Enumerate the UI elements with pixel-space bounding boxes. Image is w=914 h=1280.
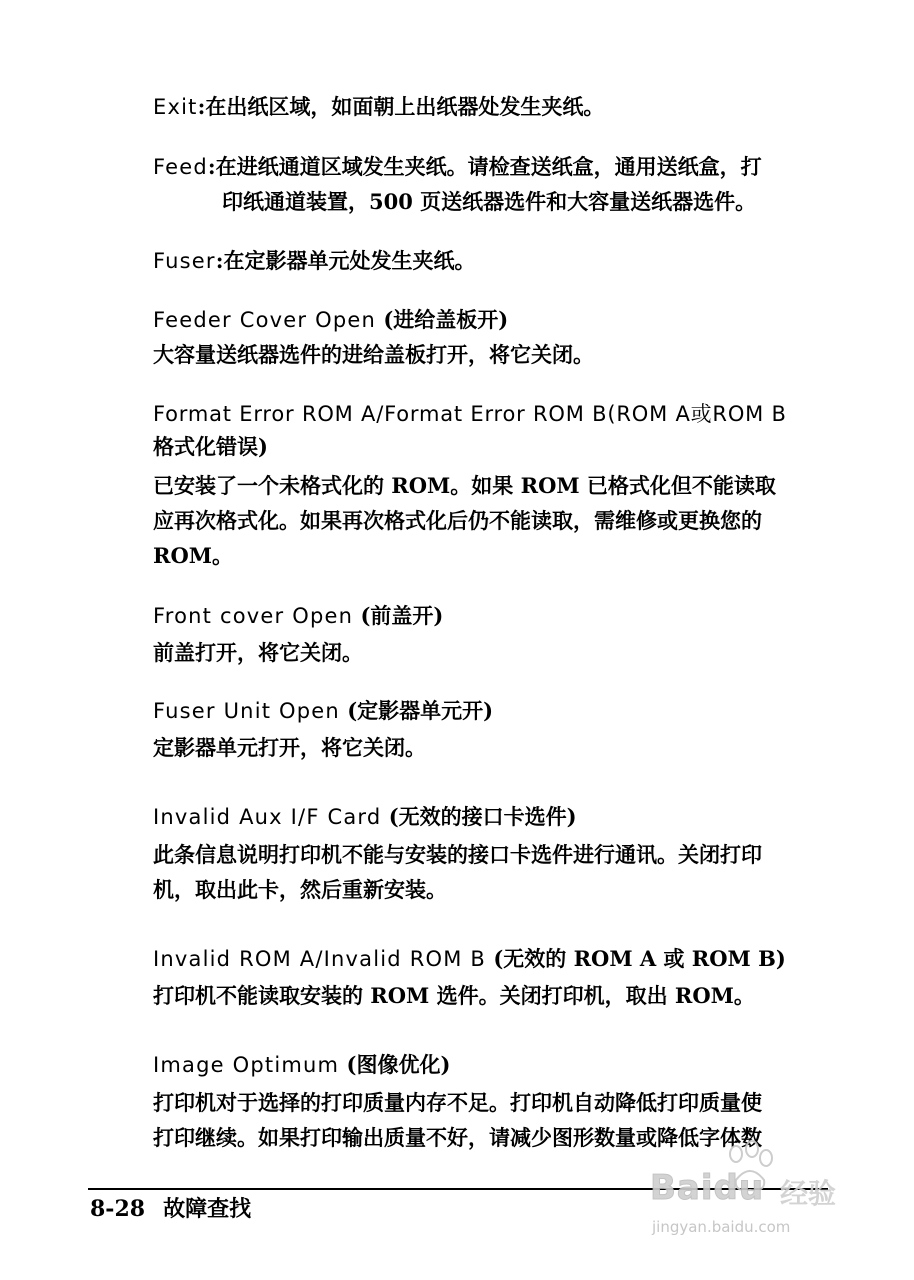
entry-text: 在出纸区域，如面朝上出纸器处发生夹纸。: [205, 94, 605, 119]
feeder-cover-desc: 大容量送纸器选件的进给盖板打开，将它关闭。: [153, 342, 594, 367]
title-zh: (进给盖板开): [383, 307, 509, 332]
format-error-desc-3: ROM。: [153, 543, 233, 568]
entry-feed-continued: 印纸通道装置，500 页送纸器选件和大容量送纸器选件。: [222, 189, 757, 214]
entry-label: Feed: [153, 155, 208, 179]
title-zh: (图像优化): [346, 1052, 451, 1077]
watermark-cn: 经验: [780, 1177, 837, 1210]
fuser-unit-desc: 定影器单元打开，将它关闭。: [153, 735, 426, 760]
watermark-url: jingyan.baidu.com: [652, 1218, 791, 1236]
entry-fuser: [153, 248, 476, 274]
title-zh: (无效的接口卡选件): [388, 804, 577, 829]
entry-label: Fuser: [153, 249, 216, 273]
invalid-rom-title: [153, 946, 786, 972]
baidu-watermark: [650, 1140, 870, 1250]
invalid-aux-desc-1: 此条信息说明打印机不能与安装的接口卡选件进行通讯。关闭打印: [153, 842, 762, 867]
entry-text: 在进纸通道区域发生夹纸。请检查送纸盒，通用送纸盒，打: [215, 154, 762, 179]
format-error-title-cont: 格式化错误): [153, 434, 268, 459]
invalid-aux-title: [153, 804, 577, 830]
entry-separator: :: [207, 154, 216, 179]
footer: [90, 1192, 251, 1223]
format-error-desc-2: 应再次格式化。如果再次格式化后仍不能读取，需维修或更换您的: [153, 508, 762, 533]
entry-label: Exit: [153, 95, 198, 119]
title-en: Fuser Unit Open: [153, 699, 340, 723]
feeder-cover-title: [153, 307, 508, 333]
title-en: Front cover Open: [153, 604, 354, 628]
entry-separator: :: [215, 248, 224, 273]
title-zh: (定影器单元开): [347, 698, 494, 723]
format-error-title: [153, 401, 787, 427]
title-en: Invalid ROM A/Invalid ROM B: [153, 947, 487, 971]
title-en: Image Optimum: [153, 1053, 340, 1077]
invalid-aux-desc-2: 机，取出此卡，然后重新安装。: [153, 877, 447, 902]
front-cover-title: [153, 603, 443, 629]
title-en: Invalid Aux I/F Card: [153, 805, 382, 829]
page-number: 8-28: [90, 1196, 146, 1222]
image-optimum-desc-1: 打印机对于选择的打印质量内存不足。打印机自动降低打印质量使: [153, 1090, 762, 1115]
entry-separator: :: [197, 94, 206, 119]
invalid-rom-desc: 打印机不能读取安装的 ROM 选件。关闭打印机，取出 ROM。: [153, 983, 755, 1008]
section-title: 故障查找: [163, 1196, 252, 1222]
title-en: Format Error ROM A/Format Error ROM B(ROM A或ROM B: [153, 402, 787, 426]
image-optimum-title: [153, 1052, 450, 1078]
format-error-desc-1: 已安装了一个未格式化的 ROM。如果 ROM 已格式化但不能读取: [153, 473, 776, 498]
fuser-unit-title: [153, 698, 493, 724]
image-optimum-desc-2: 打印继续。如果打印输出质量不好，请减少图形数量或降低字体数: [153, 1125, 762, 1150]
title-en: Feeder Cover Open: [153, 308, 376, 332]
entry-exit: [153, 94, 604, 120]
entry-text: 在定影器单元处发生夹纸。: [223, 248, 476, 273]
title-zh: (无效的 ROM A 或 ROM B): [493, 946, 786, 971]
title-zh: (前盖开): [360, 603, 444, 628]
front-cover-desc: 前盖打开，将它关闭。: [153, 640, 363, 665]
watermark-logo: Baidu: [650, 1168, 765, 1208]
entry-feed: [153, 154, 762, 180]
